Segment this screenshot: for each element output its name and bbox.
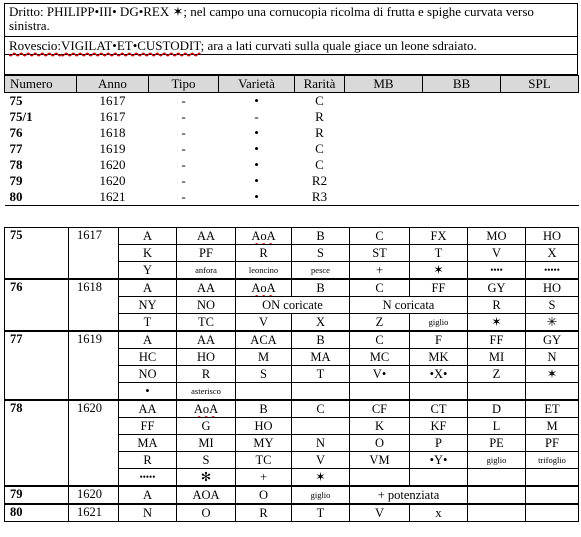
variety-cell: trifoglio [526,452,579,469]
variety-cell: NO [119,366,177,383]
variety-cell: ✻ [177,469,236,487]
variety-cell: • [119,383,177,401]
summary-cell-tipo: - [181,157,186,172]
variety-cell [410,383,468,401]
detail-row [5,504,579,522]
variety-cell: ✶ [526,366,579,383]
variety-cell: VM [350,452,410,469]
detail-numero: 75 [5,228,69,280]
variety-cell [292,383,350,401]
rovescio-description [5,37,578,55]
variety-cell: R [236,504,292,522]
detail-row [5,331,579,349]
detail-anno: 1619 [69,331,119,400]
variety-cell [236,383,292,401]
detail-anno: 1618 [69,279,119,331]
summary-cell-anno: 1617 [99,109,126,124]
variety-cell: MC [350,349,410,366]
summary-cell-varieta: • [254,93,259,108]
variety-cell: MO [468,228,526,245]
variety-cell: FF [468,331,526,349]
column-header: Numero [5,76,77,93]
variety-cell: GY [468,279,526,297]
variety-cell: KF [410,418,468,435]
variety-cell [350,469,410,487]
variety-cell: AOA [177,486,236,504]
summary-cell-tipo: - [181,173,186,188]
summary-cell-rarita: R [315,125,324,140]
summary-cell-empty [345,157,423,173]
summary-row [5,93,579,110]
variety-cell [236,279,292,297]
variety-cell: V [468,245,526,262]
summary-cell-varieta: • [254,141,259,156]
summary-row [5,141,579,157]
variety-text: AoA [251,229,276,243]
variety-cell: ••••• [526,262,579,280]
variety-cell: x [410,504,468,522]
summary-cell-rarita: C [315,157,324,172]
variety-cell: asterisco [177,383,236,401]
variety-cell: giglio [468,452,526,469]
variety-cell: MA [292,349,350,366]
rovescio-legend: VIGILAT•ET•CUSTODIT [61,37,201,53]
summary-row [5,109,579,125]
summary-cell-numero: 79 [9,173,23,188]
summary-cell-rarita: R [315,109,324,124]
variety-cell: A [119,331,177,349]
variety-cell: R [177,366,236,383]
summary-cell-empty [423,141,501,157]
variety-cell: HO [177,349,236,366]
summary-cell-anno: 1620 [99,157,126,172]
summary-cell-empty [345,189,423,206]
summary-cell-varieta: - [254,109,259,124]
variety-cell: O [350,435,410,452]
variety-cell: MY [236,435,292,452]
variety-cell: R [468,297,526,314]
variety-cell: S [526,297,579,314]
summary-cell-numero: 78 [9,157,23,172]
variety-cell: P [410,435,468,452]
variety-cell: N coricata [350,297,468,314]
variety-cell: AA [119,400,177,418]
variety-cell: NO [177,297,236,314]
variety-cell: ✳ [526,314,579,332]
variety-cell: •••• [468,262,526,280]
variety-cell: D [468,400,526,418]
variety-cell: HO [526,279,579,297]
variety-cell [468,469,526,487]
variety-cell: MK [410,349,468,366]
variety-cell: M [526,418,579,435]
variety-cell: giglio [292,486,350,504]
variety-cell: Z [468,366,526,383]
column-header: BB [423,76,501,93]
variety-cell: R [236,245,292,262]
summary-cell-anno: 1617 [99,93,126,108]
summary-cell-empty [423,173,501,189]
variety-cell: CT [410,400,468,418]
summary-row [5,189,579,206]
description-table [4,3,578,75]
variety-cell: B [292,228,350,245]
summary-cell-varieta: • [254,125,259,140]
summary-cell-tipo: - [181,93,186,108]
summary-cell-numero: 80 [5,189,77,206]
variety-cell: V• [350,366,410,383]
variety-cell: MI [468,349,526,366]
variety-cell: S [236,366,292,383]
variety-detail-table [4,227,579,522]
summary-cell-empty [423,125,501,141]
variety-cell: T [292,366,350,383]
variety-cell: N [119,504,177,522]
detail-anno: 1620 [69,486,119,504]
variety-cell: C [350,331,410,349]
summary-cell-empty [423,93,501,110]
summary-cell-anno: 1618 [99,125,126,140]
column-header: Rarità [295,76,345,93]
variety-text: AoA [193,402,219,416]
summary-cell-tipo: - [181,109,186,124]
variety-cell: A [119,228,177,245]
variety-cell: ✶ [292,469,350,487]
variety-cell: L [468,418,526,435]
summary-cell-empty [423,109,501,125]
variety-cell: B [292,279,350,297]
variety-cell: Z [350,314,410,332]
variety-cell: PF [177,245,236,262]
summary-cell-rarita: R3 [295,189,345,206]
variety-cell: MI [177,435,236,452]
variety-cell: CF [350,400,410,418]
summary-table [4,75,579,206]
variety-cell: HC [119,349,177,366]
variety-cell: NY [119,297,177,314]
variety-cell: ACA [236,331,292,349]
summary-cell-tipo: - [181,125,186,140]
detail-numero: 78 [5,400,69,486]
variety-cell: A [119,486,177,504]
variety-cell: A [119,279,177,297]
column-header: SPL [501,76,579,93]
summary-cell-empty [501,173,579,189]
variety-cell: S [177,452,236,469]
variety-cell: Y [119,262,177,280]
summary-cell-empty [345,141,423,157]
summary-cell-empty [501,125,579,141]
summary-row [5,173,579,189]
variety-cell: PF [526,435,579,452]
variety-cell [292,418,350,435]
variety-cell: T [410,245,468,262]
variety-cell: FF [410,279,468,297]
variety-cell: K [119,245,177,262]
summary-cell-numero: 75 [9,93,23,108]
detail-numero: 76 [5,279,69,331]
variety-cell: C [350,279,410,297]
variety-cell: + potenziata [350,486,468,504]
detail-anno: 1617 [69,228,119,280]
summary-cell-varieta: • [219,189,295,206]
variety-cell: FF [119,418,177,435]
summary-cell-varieta: • [254,157,259,172]
summary-cell-rarita: C [315,93,324,108]
summary-cell-empty [423,189,501,206]
variety-cell: R [119,452,177,469]
variety-cell: MA [119,435,177,452]
variety-cell: X [526,245,579,262]
summary-row [5,157,579,173]
variety-cell: M [236,349,292,366]
summary-cell-varieta: • [254,173,259,188]
variety-cell [526,469,579,487]
summary-cell-empty [501,157,579,173]
detail-row [5,400,579,418]
variety-cell: S [292,245,350,262]
detail-row [5,486,579,504]
variety-cell: PE [468,435,526,452]
variety-cell: T [292,504,350,522]
column-header: Tipo [149,76,219,93]
variety-cell: ST [350,245,410,262]
variety-cell: O [236,486,292,504]
variety-cell [350,383,410,401]
variety-cell: •Y• [410,452,468,469]
variety-cell: AA [177,279,236,297]
summary-cell-empty [501,141,579,157]
summary-cell-numero: 75/1 [9,109,33,124]
variety-cell: ✶ [410,262,468,280]
variety-cell: pesce [292,262,350,280]
blank-row [5,55,578,75]
variety-cell: HO [236,418,292,435]
column-header: Anno [77,76,149,93]
variety-cell: X [292,314,350,332]
variety-cell: TC [236,452,292,469]
summary-cell-empty [501,189,579,206]
summary-cell-tipo: - [149,189,219,206]
detail-anno: 1621 [69,504,119,522]
summary-cell-empty [345,109,423,125]
variety-cell: V [292,452,350,469]
variety-cell [177,400,236,418]
variety-cell: G [177,418,236,435]
variety-cell [468,383,526,401]
summary-cell-anno: 1621 [77,189,149,206]
column-header: MB [345,76,423,93]
rovescio-prefix: Rovescio: [9,37,61,53]
variety-cell: AA [177,331,236,349]
variety-cell [526,383,579,401]
coin-catalog-page [4,3,578,206]
variety-cell: ••••• [119,469,177,487]
summary-cell-empty [345,93,423,110]
variety-cell: ON coricate [236,297,350,314]
summary-body [5,93,579,206]
variety-cell: ✶ [468,314,526,332]
detail-numero: 80 [5,504,69,522]
variety-cell: K [350,418,410,435]
summary-cell-numero: 77 [9,141,23,156]
variety-cell: B [236,400,292,418]
summary-cell-anno: 1619 [99,141,126,156]
variety-cell [468,504,526,522]
summary-cell-empty [501,109,579,125]
variety-cell: V [350,504,410,522]
variety-cell: leoncino [236,262,292,280]
variety-cell: AA [177,228,236,245]
variety-cell [468,486,526,504]
detail-row [5,228,579,245]
variety-cell: F [410,331,468,349]
summary-cell-empty [423,157,501,173]
variety-cell [526,486,579,504]
variety-cell [236,228,292,245]
dritto-description: Dritto: PHILIPP•III• DG•REX ✶; nel campo una cornucopia ricolma di frutta e spighe curvata verso sinistra. [5,4,578,37]
summary-row [5,125,579,141]
variety-cell: + [236,469,292,487]
summary-cell-rarita: R2 [311,173,328,188]
variety-cell: C [292,400,350,418]
variety-cell: V [236,314,292,332]
variety-cell: T [119,314,177,332]
variety-cell: C [350,228,410,245]
detail-numero: 79 [5,486,69,504]
detail-body [5,228,579,522]
variety-cell: N [292,435,350,452]
summary-cell-rarita: C [315,141,324,156]
variety-cell: giglio [410,314,468,332]
summary-header-row [5,76,579,93]
variety-text: AoA [251,281,276,295]
variety-cell: N [526,349,579,366]
variety-cell [526,504,579,522]
variety-cell: ET [526,400,579,418]
summary-cell-empty [345,173,423,189]
summary-cell-tipo: - [181,141,186,156]
column-header: Varietà [219,76,295,93]
detail-row [5,279,579,297]
rovescio-rest: ; ara a lati curvati sulla quale giace un leone sdraiato. [200,37,477,53]
summary-cell-numero: 76 [9,125,23,140]
variety-cell: GY [526,331,579,349]
summary-cell-empty [501,93,579,110]
variety-cell: B [292,331,350,349]
variety-cell [410,469,468,487]
summary-cell-empty [345,125,423,141]
summary-cell-anno: 1620 [99,173,126,188]
variety-cell: •X• [410,366,468,383]
detail-anno: 1620 [69,400,119,486]
variety-cell: FX [410,228,468,245]
variety-cell: anfora [177,262,236,280]
variety-cell: TC [177,314,236,332]
variety-cell: O [177,504,236,522]
variety-cell: HO [526,228,579,245]
detail-numero: 77 [5,331,69,400]
variety-cell: + [350,262,410,280]
